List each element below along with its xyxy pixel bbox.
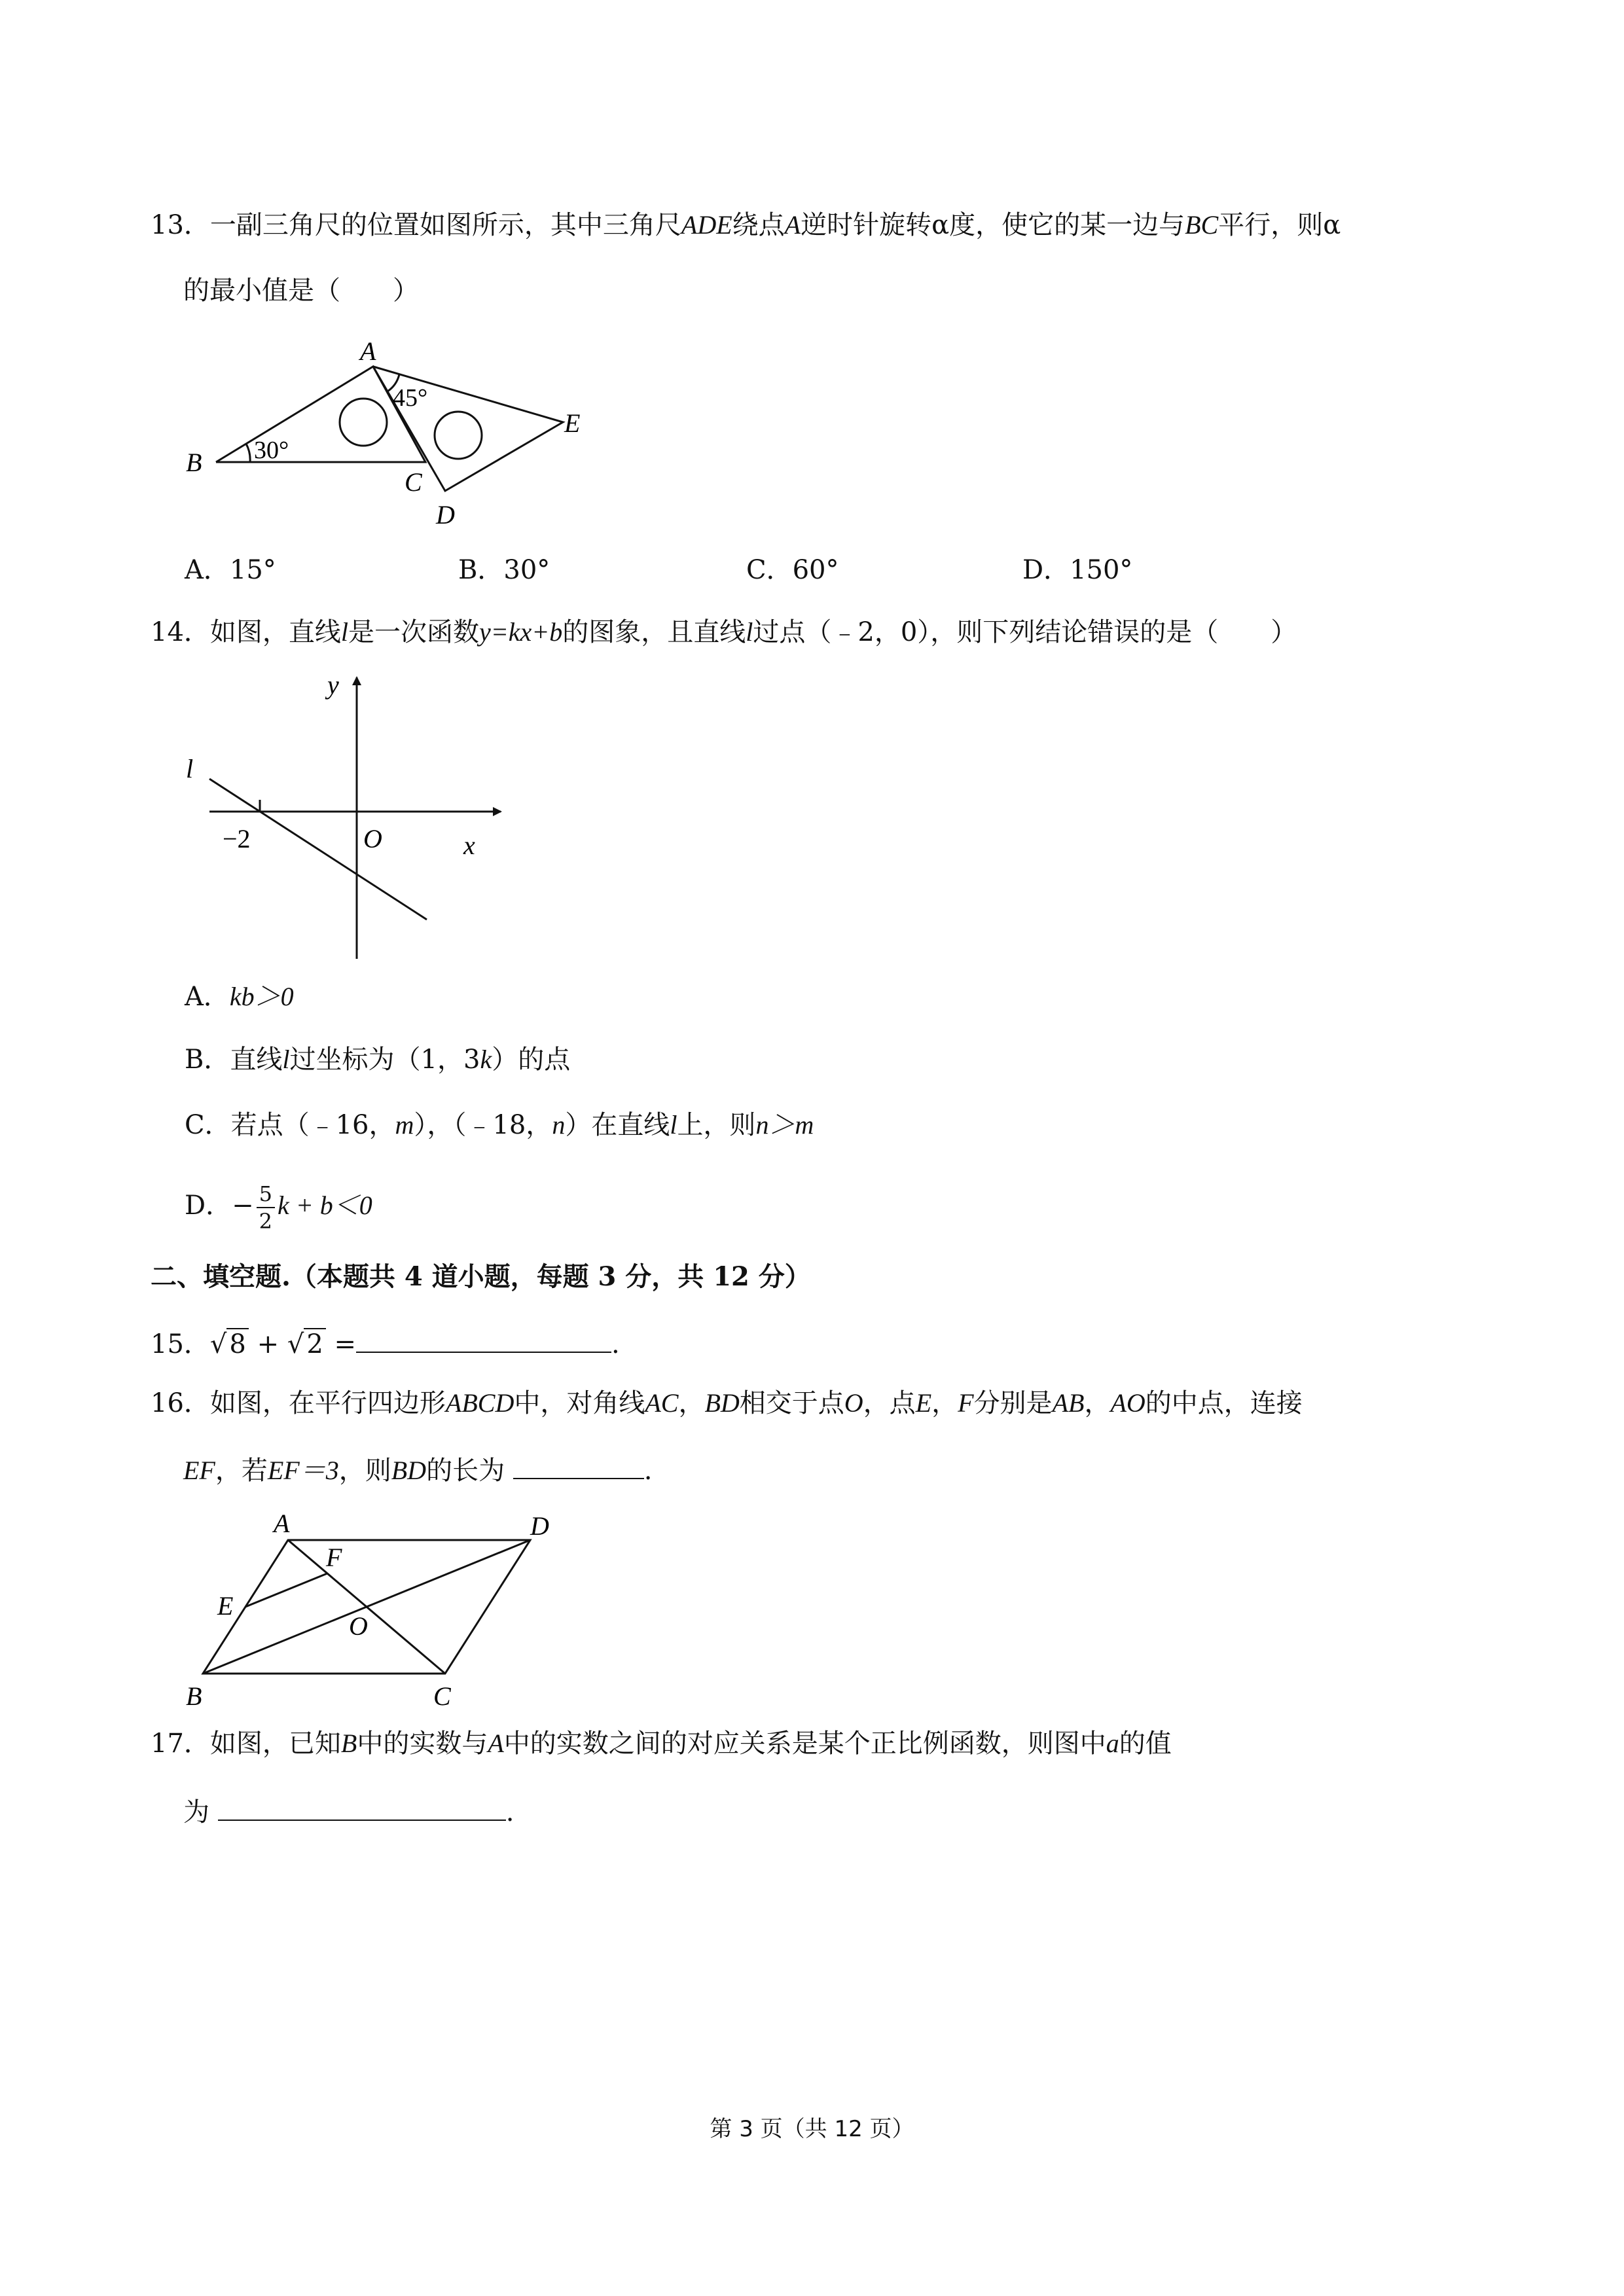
label-l: l xyxy=(186,754,194,783)
q17-line2: 为 . xyxy=(183,1793,514,1829)
q13-line1: 13．一副三角尺的位置如图所示，其中三角尺ADE绕点A逆时针旋转α度，使它的某一边与BC平行，则α xyxy=(151,210,1341,240)
hole-left xyxy=(340,399,387,446)
label-b: B xyxy=(186,1681,202,1711)
label-y: y xyxy=(327,670,339,700)
fraction-five-halves: $\frac{5}{2}$ xyxy=(257,1183,275,1232)
q16-line2: EF，若EF＝3，则BD的长为 . xyxy=(183,1452,653,1488)
label-a: A xyxy=(360,336,376,366)
angle-b-arc xyxy=(246,444,250,462)
label-d: D xyxy=(436,500,455,529)
label-o: O xyxy=(349,1611,368,1641)
diagonal-bd xyxy=(203,1540,530,1674)
q15-number: 15． xyxy=(151,1329,210,1359)
q16-line1: 16．如图，在平行四边形ABCD中，对角线AC，BD相交于点O，点E，F分别是AB，AO的中点，连接 xyxy=(151,1388,1303,1418)
q14-figure xyxy=(170,661,563,975)
angle-a-label: 45° xyxy=(393,384,428,412)
label-e: E xyxy=(217,1591,234,1621)
q17-number: 17． xyxy=(151,1729,210,1759)
q16-figure xyxy=(177,1502,596,1712)
label-c: C xyxy=(405,467,422,497)
sqrt-2: 2 xyxy=(304,1328,325,1359)
q13-option-c: C．60° xyxy=(746,555,839,585)
segment-ef xyxy=(245,1573,327,1607)
q13-option-b: B．30° xyxy=(458,555,550,585)
q17-answer-blank[interactable] xyxy=(218,1793,506,1821)
q13-option-d: D．150° xyxy=(1022,555,1133,585)
label-origin: O xyxy=(363,824,382,853)
q17-line1: 17．如图，已知B中的实数与A中的实数之间的对应关系是某个正比例函数，则图中a的值 xyxy=(151,1729,1172,1759)
q15-line: 15．√ 8 + √ 2 = . xyxy=(151,1325,620,1361)
label-b: B xyxy=(186,448,202,477)
label-c: C xyxy=(433,1681,451,1711)
q14-number: 14． xyxy=(151,617,210,647)
q13-figure xyxy=(177,334,635,530)
q13-number: 13． xyxy=(151,210,210,240)
angle-b-label: 30° xyxy=(254,437,289,464)
q14-option-a: A．kb＞0 xyxy=(185,982,294,1012)
label-f: F xyxy=(326,1543,342,1572)
section2-title: 二、填空题.（本题共 4 道小题，每题 3 分，共 12 分） xyxy=(151,1261,811,1292)
q13-option-a: A．15° xyxy=(185,555,276,585)
q16-answer-blank[interactable] xyxy=(513,1452,644,1479)
label-minus2: −2 xyxy=(223,824,251,853)
q13-line2: 的最小值是（ ） xyxy=(183,276,419,306)
q16-number: 16． xyxy=(151,1388,210,1418)
q15-answer-blank[interactable] xyxy=(356,1325,611,1353)
page-footer: 第 3 页（共 12 页） xyxy=(710,2116,914,2142)
q14-option-b: B．直线l过坐标为（1，3k）的点 xyxy=(185,1045,571,1075)
hole-right xyxy=(435,412,482,459)
label-e: E xyxy=(564,408,581,438)
q14-line1: 14．如图，直线l是一次函数y=kx+b的图象，且直线l过点（﹣2，0），则下列结论错误的是（ ） xyxy=(151,617,1297,647)
label-x: x xyxy=(463,831,475,860)
sqrt-8: 8 xyxy=(226,1328,248,1359)
q14-option-c: C．若点（﹣16，m），（﹣18，n）在直线l上，则n＞m xyxy=(185,1110,814,1140)
label-d: D xyxy=(530,1511,549,1541)
label-a: A xyxy=(274,1509,290,1538)
q14-option-d: D．− $\frac{5}{2}$ k + b＜0 xyxy=(185,1181,372,1234)
